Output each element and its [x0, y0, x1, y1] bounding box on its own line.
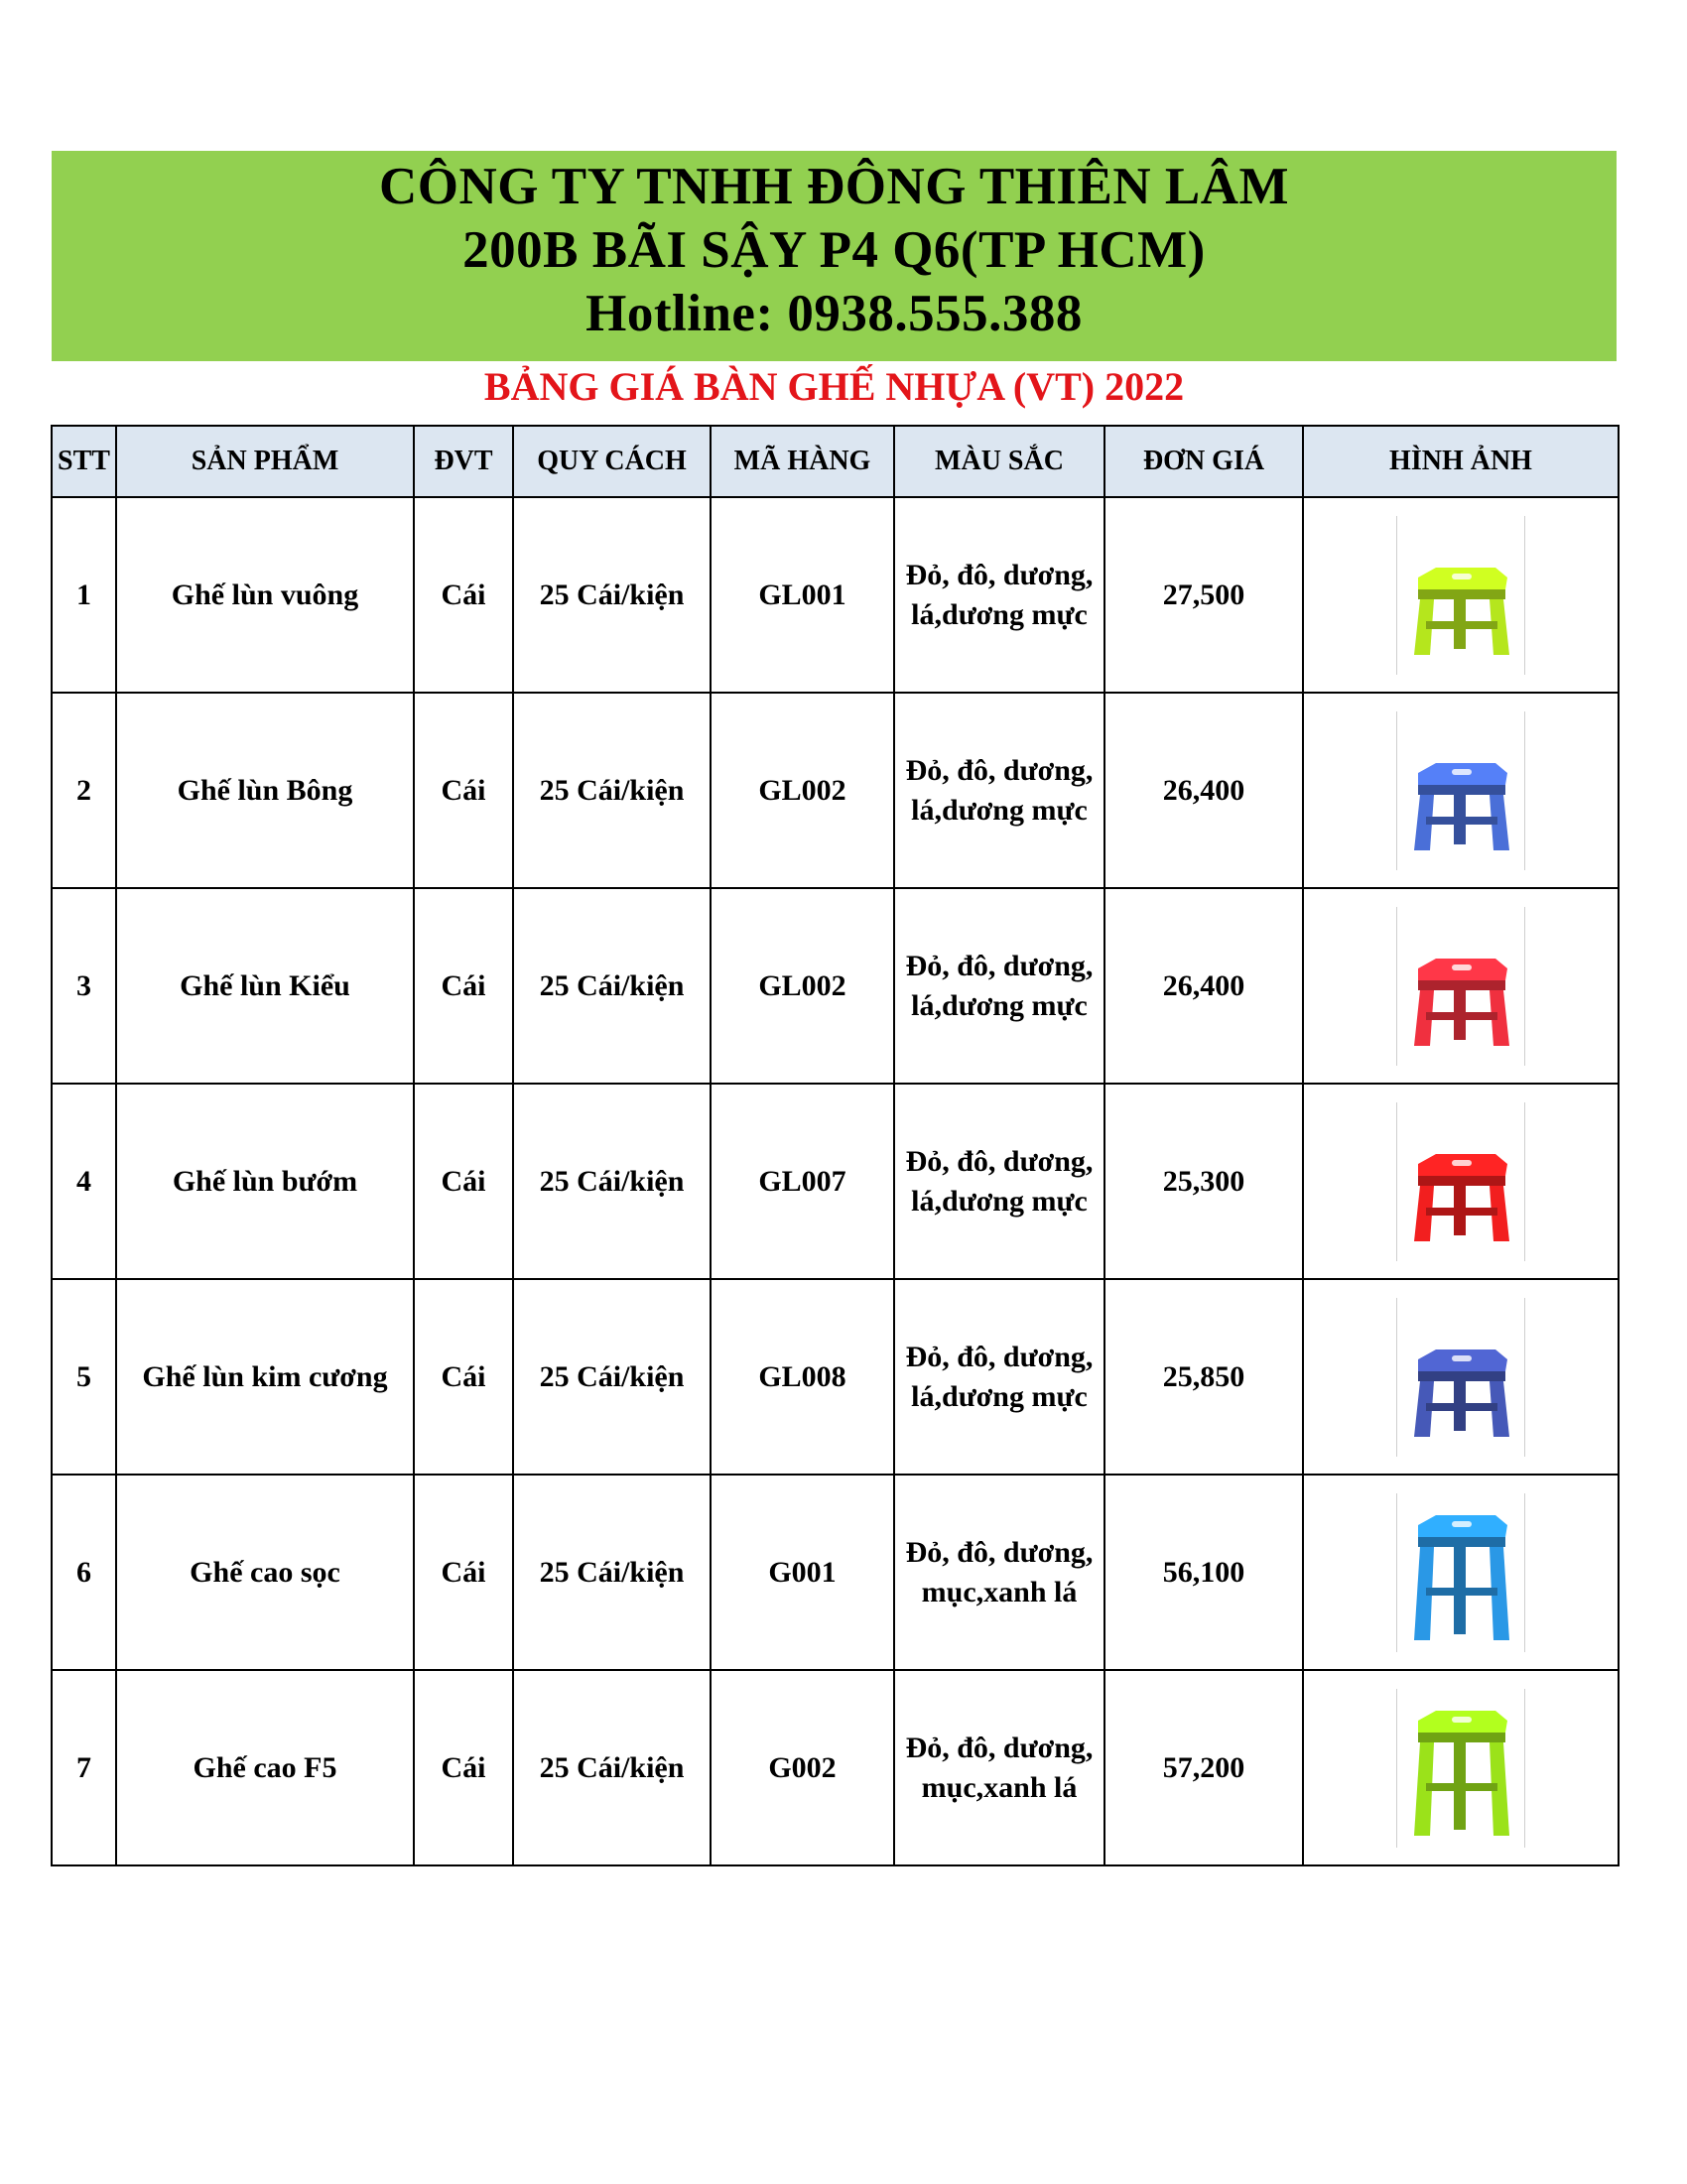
cell-colors: Đỏ, đô, dương, lá,dương mực [894, 1279, 1104, 1475]
cell-stt: 7 [52, 1670, 116, 1865]
tall-stool-icon [1396, 1689, 1525, 1848]
price-list-title: BẢNG GIÁ BÀN GHẾ NHỰA (VT) 2022 [483, 364, 1185, 409]
table-header-row [52, 426, 1619, 497]
cell-spec: 25 Cái/kiện [513, 1279, 711, 1475]
table-row [52, 497, 1619, 693]
cell-unit: Cái [414, 1475, 513, 1670]
cell-unit: Cái [414, 1279, 513, 1475]
cell-colors: Đỏ, đô, dương, lá,dương mực [894, 693, 1104, 888]
stool-icon [1396, 1298, 1525, 1457]
table-row [52, 888, 1619, 1084]
cell-unit: Cái [414, 1084, 513, 1279]
cell-product: Ghế lùn vuông [116, 497, 414, 693]
cell-spec: 25 Cái/kiện [513, 497, 711, 693]
cell-image [1303, 1084, 1619, 1279]
cell-code: GL007 [711, 1084, 894, 1279]
cell-image [1303, 888, 1619, 1084]
cell-product: Ghế lùn Bông [116, 693, 414, 888]
col-header-image: HÌNH ẢNH [1303, 426, 1619, 497]
table-row [52, 1084, 1619, 1279]
cell-image [1303, 497, 1619, 693]
company-name: CÔNG TY TNHH ĐÔNG THIÊN LÂM [378, 158, 1290, 215]
cell-unit: Cái [414, 1670, 513, 1865]
cell-product: Ghế lùn bướm [116, 1084, 414, 1279]
company-hotline: Hotline: 0938.555.388 [585, 285, 1083, 342]
cell-price: 25,850 [1104, 1279, 1303, 1475]
cell-price: 26,400 [1104, 693, 1303, 888]
cell-code: G001 [711, 1475, 894, 1670]
cell-colors: Đỏ, đô, dương, lá,dương mực [894, 497, 1104, 693]
cell-price: 25,300 [1104, 1084, 1303, 1279]
cell-image [1303, 1279, 1619, 1475]
col-header-colors: MÀU SẮC [894, 426, 1104, 497]
stool-icon [1396, 907, 1525, 1066]
cell-image [1303, 1670, 1619, 1865]
tall-stool-icon [1396, 1493, 1525, 1652]
cell-stt: 5 [52, 1279, 116, 1475]
table-row [52, 1670, 1619, 1865]
company-banner [52, 151, 1617, 361]
cell-stt: 3 [52, 888, 116, 1084]
cell-spec: 25 Cái/kiện [513, 1475, 711, 1670]
cell-price: 56,100 [1104, 1475, 1303, 1670]
table-row [52, 1279, 1619, 1475]
cell-price: 57,200 [1104, 1670, 1303, 1865]
cell-colors: Đỏ, đô, dương, lá,dương mực [894, 1084, 1104, 1279]
col-header-stt: STT [52, 426, 116, 497]
col-header-product: SẢN PHẨM [116, 426, 414, 497]
cell-code: GL008 [711, 1279, 894, 1475]
cell-product: Ghế cao sọc [116, 1475, 414, 1670]
col-header-price: ĐƠN GIÁ [1104, 426, 1303, 497]
cell-colors: Đỏ, đô, dương,mục,xanh lá [894, 1670, 1104, 1865]
cell-product: Ghế lùn Kiểu [116, 888, 414, 1084]
cell-spec: 25 Cái/kiện [513, 693, 711, 888]
cell-unit: Cái [414, 693, 513, 888]
cell-unit: Cái [414, 497, 513, 693]
cell-price: 27,500 [1104, 497, 1303, 693]
cell-colors: Đỏ, đô, dương,mục,xanh lá [894, 1475, 1104, 1670]
cell-spec: 25 Cái/kiện [513, 888, 711, 1084]
cell-stt: 4 [52, 1084, 116, 1279]
stool-icon [1396, 1102, 1525, 1261]
table-row [52, 693, 1619, 888]
cell-stt: 1 [52, 497, 116, 693]
col-header-code: MÃ HÀNG [711, 426, 894, 497]
cell-product: Ghế cao F5 [116, 1670, 414, 1865]
price-table [51, 425, 1620, 1866]
cell-spec: 25 Cái/kiện [513, 1084, 711, 1279]
cell-price: 26,400 [1104, 888, 1303, 1084]
stool-icon [1396, 516, 1525, 675]
cell-image [1303, 693, 1619, 888]
stool-icon [1396, 711, 1525, 870]
cell-code: G002 [711, 1670, 894, 1865]
cell-spec: 25 Cái/kiện [513, 1670, 711, 1865]
cell-code: GL002 [711, 693, 894, 888]
cell-image [1303, 1475, 1619, 1670]
cell-product: Ghế lùn kim cương [116, 1279, 414, 1475]
cell-stt: 2 [52, 693, 116, 888]
cell-stt: 6 [52, 1475, 116, 1670]
table-row [52, 1475, 1619, 1670]
cell-code: GL002 [711, 888, 894, 1084]
cell-code: GL001 [711, 497, 894, 693]
cell-unit: Cái [414, 888, 513, 1084]
col-header-unit: ĐVT [414, 426, 513, 497]
cell-colors: Đỏ, đô, dương, lá,dương mực [894, 888, 1104, 1084]
company-address: 200B BÃI SẬY P4 Q6(TP HCM) [462, 221, 1206, 279]
col-header-spec: QUY CÁCH [513, 426, 711, 497]
